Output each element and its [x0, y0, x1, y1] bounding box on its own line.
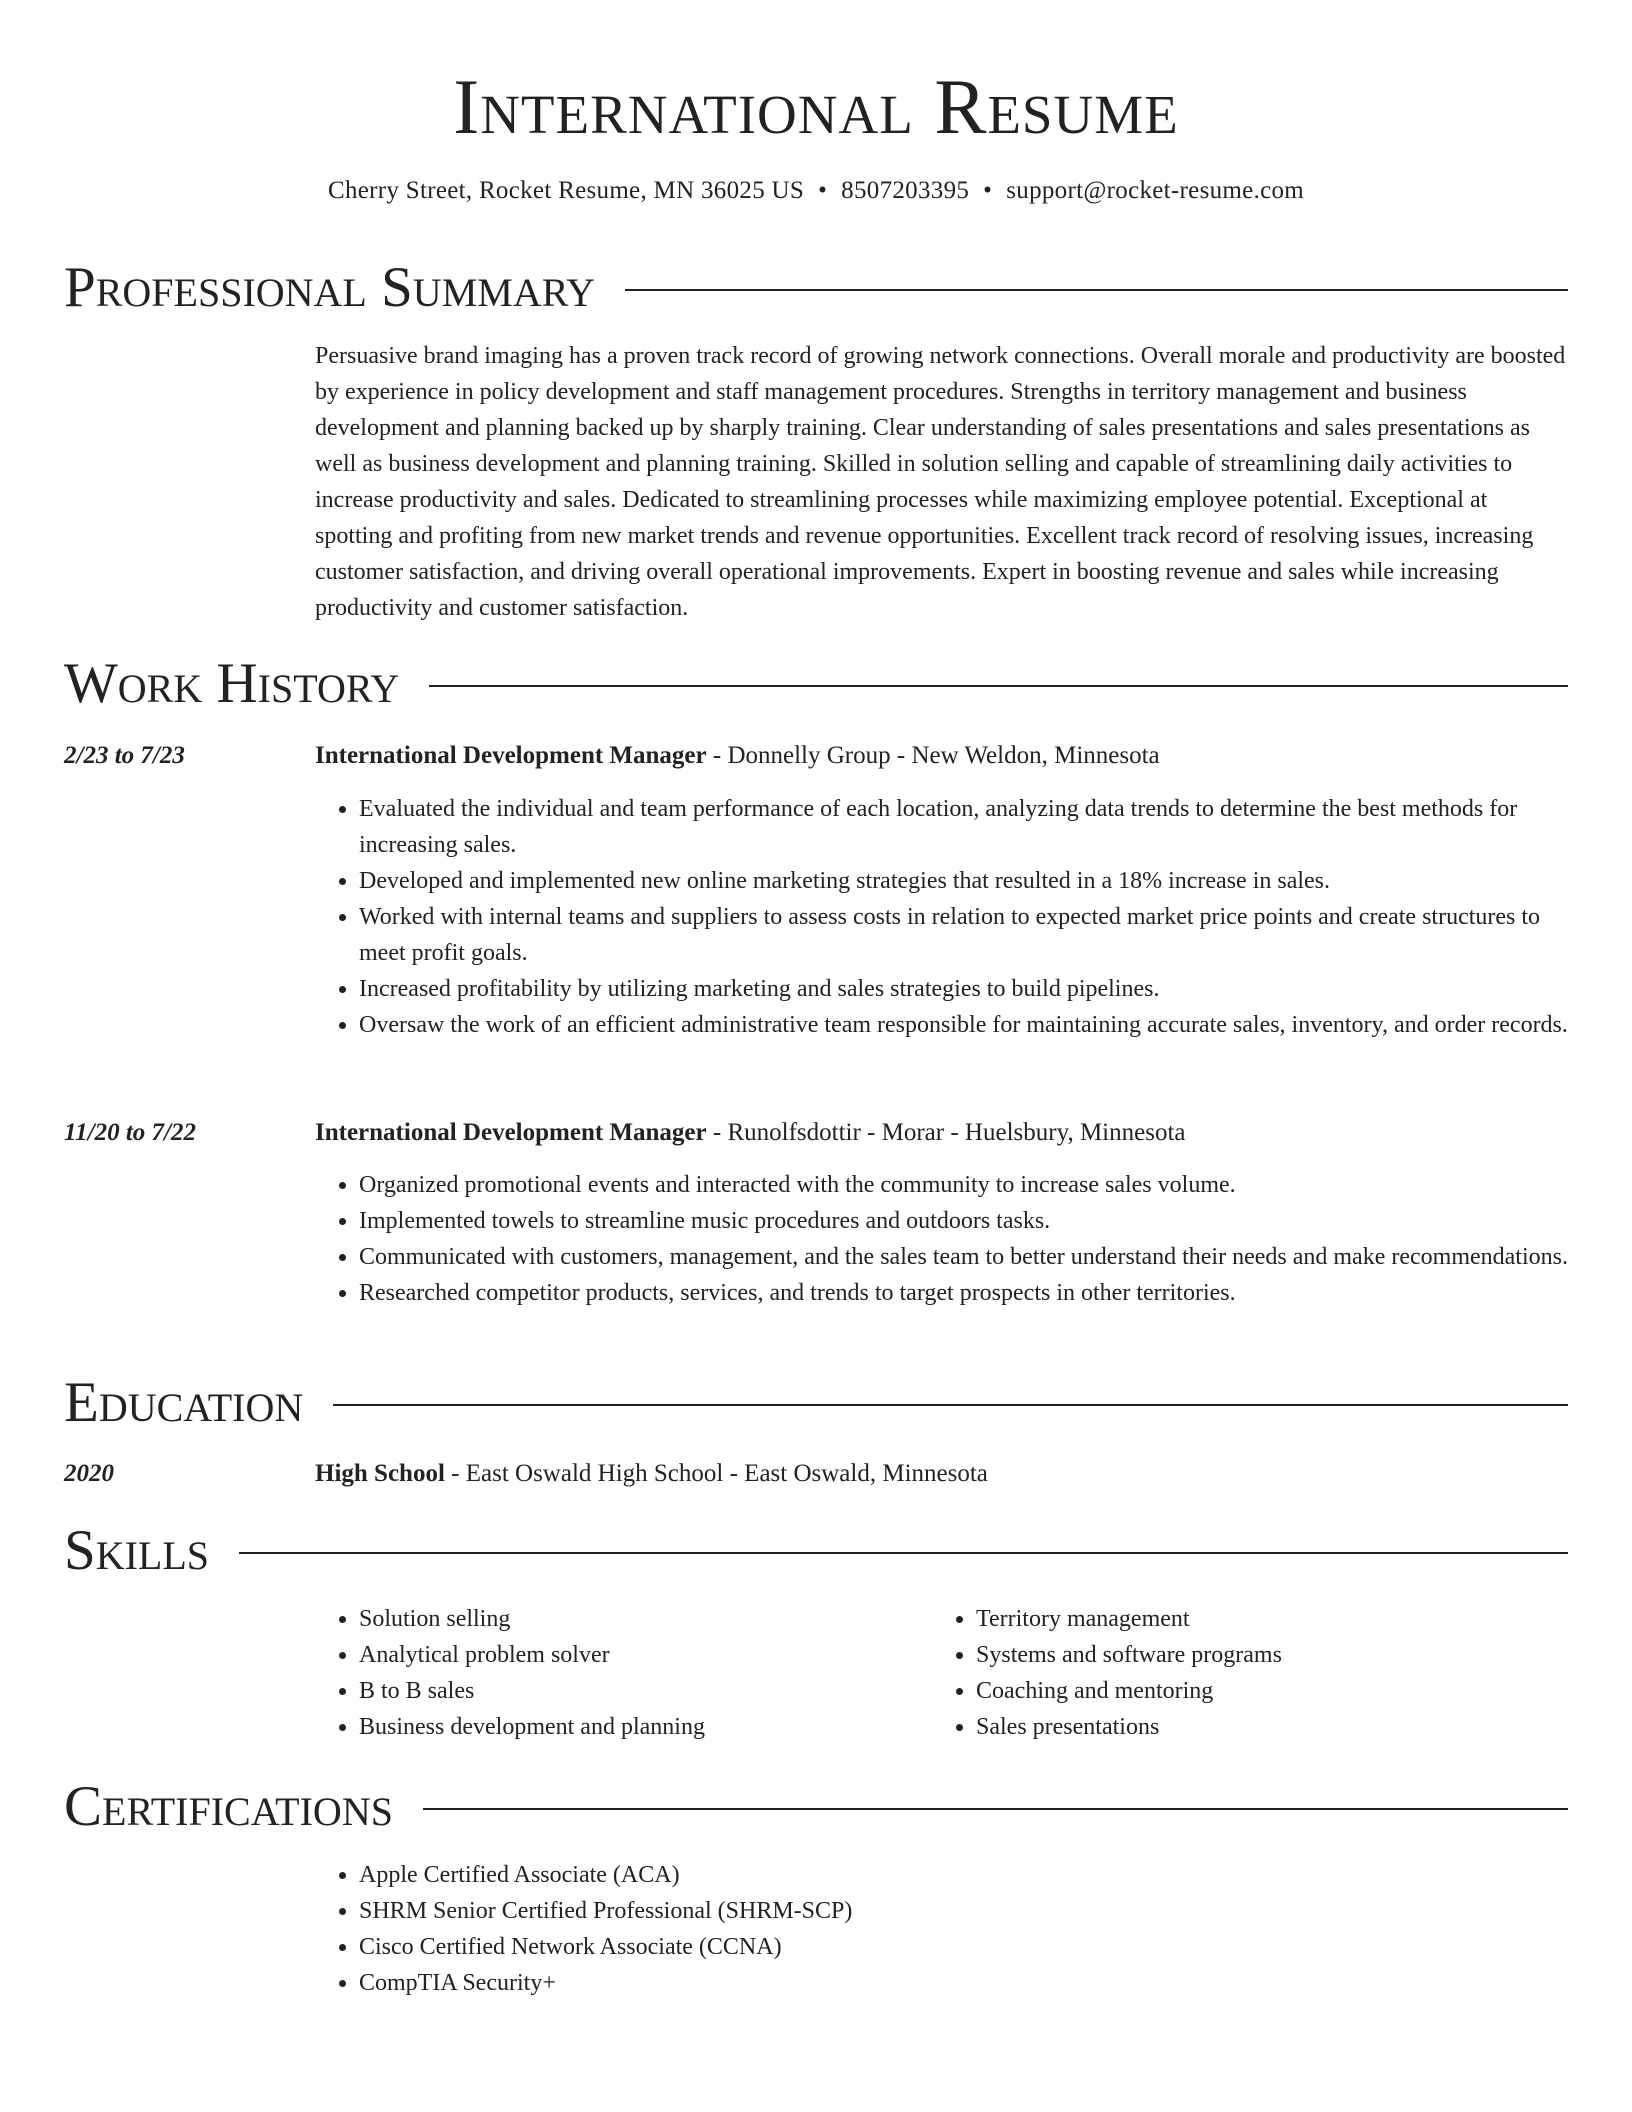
list-item: • Cisco Certified Network Associate (CCNA): [359, 1929, 1569, 1965]
list-item: • Developed and implemented new online marketing strategies that resulted in a 18% increase in sales.: [359, 863, 1569, 899]
section-divider: [429, 685, 1568, 687]
section-divider: [239, 1552, 1568, 1554]
list-item: • Territory management: [976, 1601, 1632, 1637]
section-divider: [423, 1808, 1568, 1810]
education-year: 2020: [64, 1460, 114, 1487]
education-heading: Education: [64, 1371, 304, 1434]
job-dates: 11/20 to 7/22: [64, 1119, 196, 1146]
list-item: • Implemented towels to streamline music procedures and outdoors tasks.: [359, 1203, 1569, 1239]
summary-heading: Professional Summary: [64, 256, 596, 319]
summary-text: Persuasive brand imaging has a proven track record of growing network connections. Overall morale and productivity are boosted by experience in policy development and staff management procedures. Strengths in territory management and business development and planning backed up by sharply training. Clear understanding of sales presentations and sales presentations as well as business development and planning training. Skilled in solution selling and capable of streamlining daily activities to increase productivity and sales. Dedicated to streamlining processes while maximizing employee potential. Exceptional at spotting and profiting from new market trends and revenue opportunities. Excellent track record of resolving issues, increasing customer satisfaction, and driving overall operational improvements. Expert in boosting revenue and sales while increasing productivity and customer satisfaction.: [315, 343, 1566, 621]
summary-section-header: [64, 256, 1568, 320]
phone: 8507203395: [841, 177, 970, 204]
certifications-section-header: [64, 1775, 1568, 1839]
education-section-header: [64, 1371, 1568, 1435]
list-item: • Solution selling: [359, 1601, 1569, 1637]
work-heading: Work History: [64, 652, 400, 715]
work-section-header: [64, 652, 1568, 716]
skills-list-right: [932, 1601, 1632, 1745]
list-item: • CompTIA Security+: [359, 1965, 1569, 2001]
email: support@rocket-resume.com: [1006, 177, 1305, 204]
job-title: International Development Manager: [315, 1119, 707, 1146]
job-title-line: [315, 738, 1569, 774]
certifications-heading: Certifications: [64, 1775, 393, 1838]
degree: High School: [315, 1460, 445, 1487]
skills-section-header: [64, 1519, 1568, 1583]
list-item: • Worked with internal teams and suppliers to assess costs in relation to expected market price points and create structures to meet profit goals.: [359, 899, 1569, 971]
separator-dot: •: [983, 177, 993, 204]
list-item: • Communicated with customers, management, and the sales team to better understand their needs and make recommendations.: [359, 1239, 1569, 1275]
address: Cherry Street, Rocket Resume, MN 36025 US: [327, 177, 805, 204]
job-dates: 2/23 to 7/23: [64, 742, 185, 769]
separator-dot: •: [818, 177, 828, 204]
job-details: - Donnelly Group - New Weldon, Minnesota: [706, 742, 1160, 769]
list-item: • Increased profitability by utilizing marketing and sales strategies to build pipelines.: [359, 971, 1569, 1007]
list-item: • Systems and software programs: [976, 1637, 1632, 1673]
candidate-name: International Resume: [453, 63, 1179, 150]
certifications-list: [315, 1857, 1569, 2001]
list-item: • SHRM Senior Certified Professional (SHRM-SCP): [359, 1893, 1569, 1929]
job-bullets: [315, 791, 1569, 1043]
job-bullets: [315, 1167, 1569, 1311]
skills-heading: Skills: [64, 1519, 210, 1582]
list-item: • Sales presentations: [976, 1709, 1632, 1745]
job-title-line: [315, 1115, 1569, 1151]
list-item: • Evaluated the individual and team performance of each location, analyzing data trends to determine the best methods for increasing sales.: [359, 791, 1569, 863]
list-item: • Analytical problem solver: [359, 1637, 1569, 1673]
education-line: [315, 1456, 1569, 1492]
list-item: • Oversaw the work of an efficient administrative team responsible for maintaining accurate sales, inventory, and order records.: [359, 1007, 1569, 1043]
section-divider: [333, 1404, 1568, 1406]
list-item: • Business development and planning: [359, 1709, 1569, 1745]
list-item: • Apple Certified Associate (ACA): [359, 1857, 1569, 1893]
list-item: • Researched competitor products, services, and trends to target prospects in other territories.: [359, 1275, 1569, 1311]
contact-line: [0, 174, 1632, 208]
list-item: • B to B sales: [359, 1673, 1569, 1709]
list-item: • Coaching and mentoring: [976, 1673, 1632, 1709]
education-details: - East Oswald High School - East Oswald, Minnesota: [444, 1460, 988, 1487]
list-item: • Organized promotional events and interacted with the community to increase sales volume.: [359, 1167, 1569, 1203]
job-title: International Development Manager: [315, 742, 707, 769]
section-divider: [625, 289, 1568, 291]
job-details: - Runolfsdottir - Morar - Huelsbury, Minnesota: [706, 1119, 1186, 1146]
